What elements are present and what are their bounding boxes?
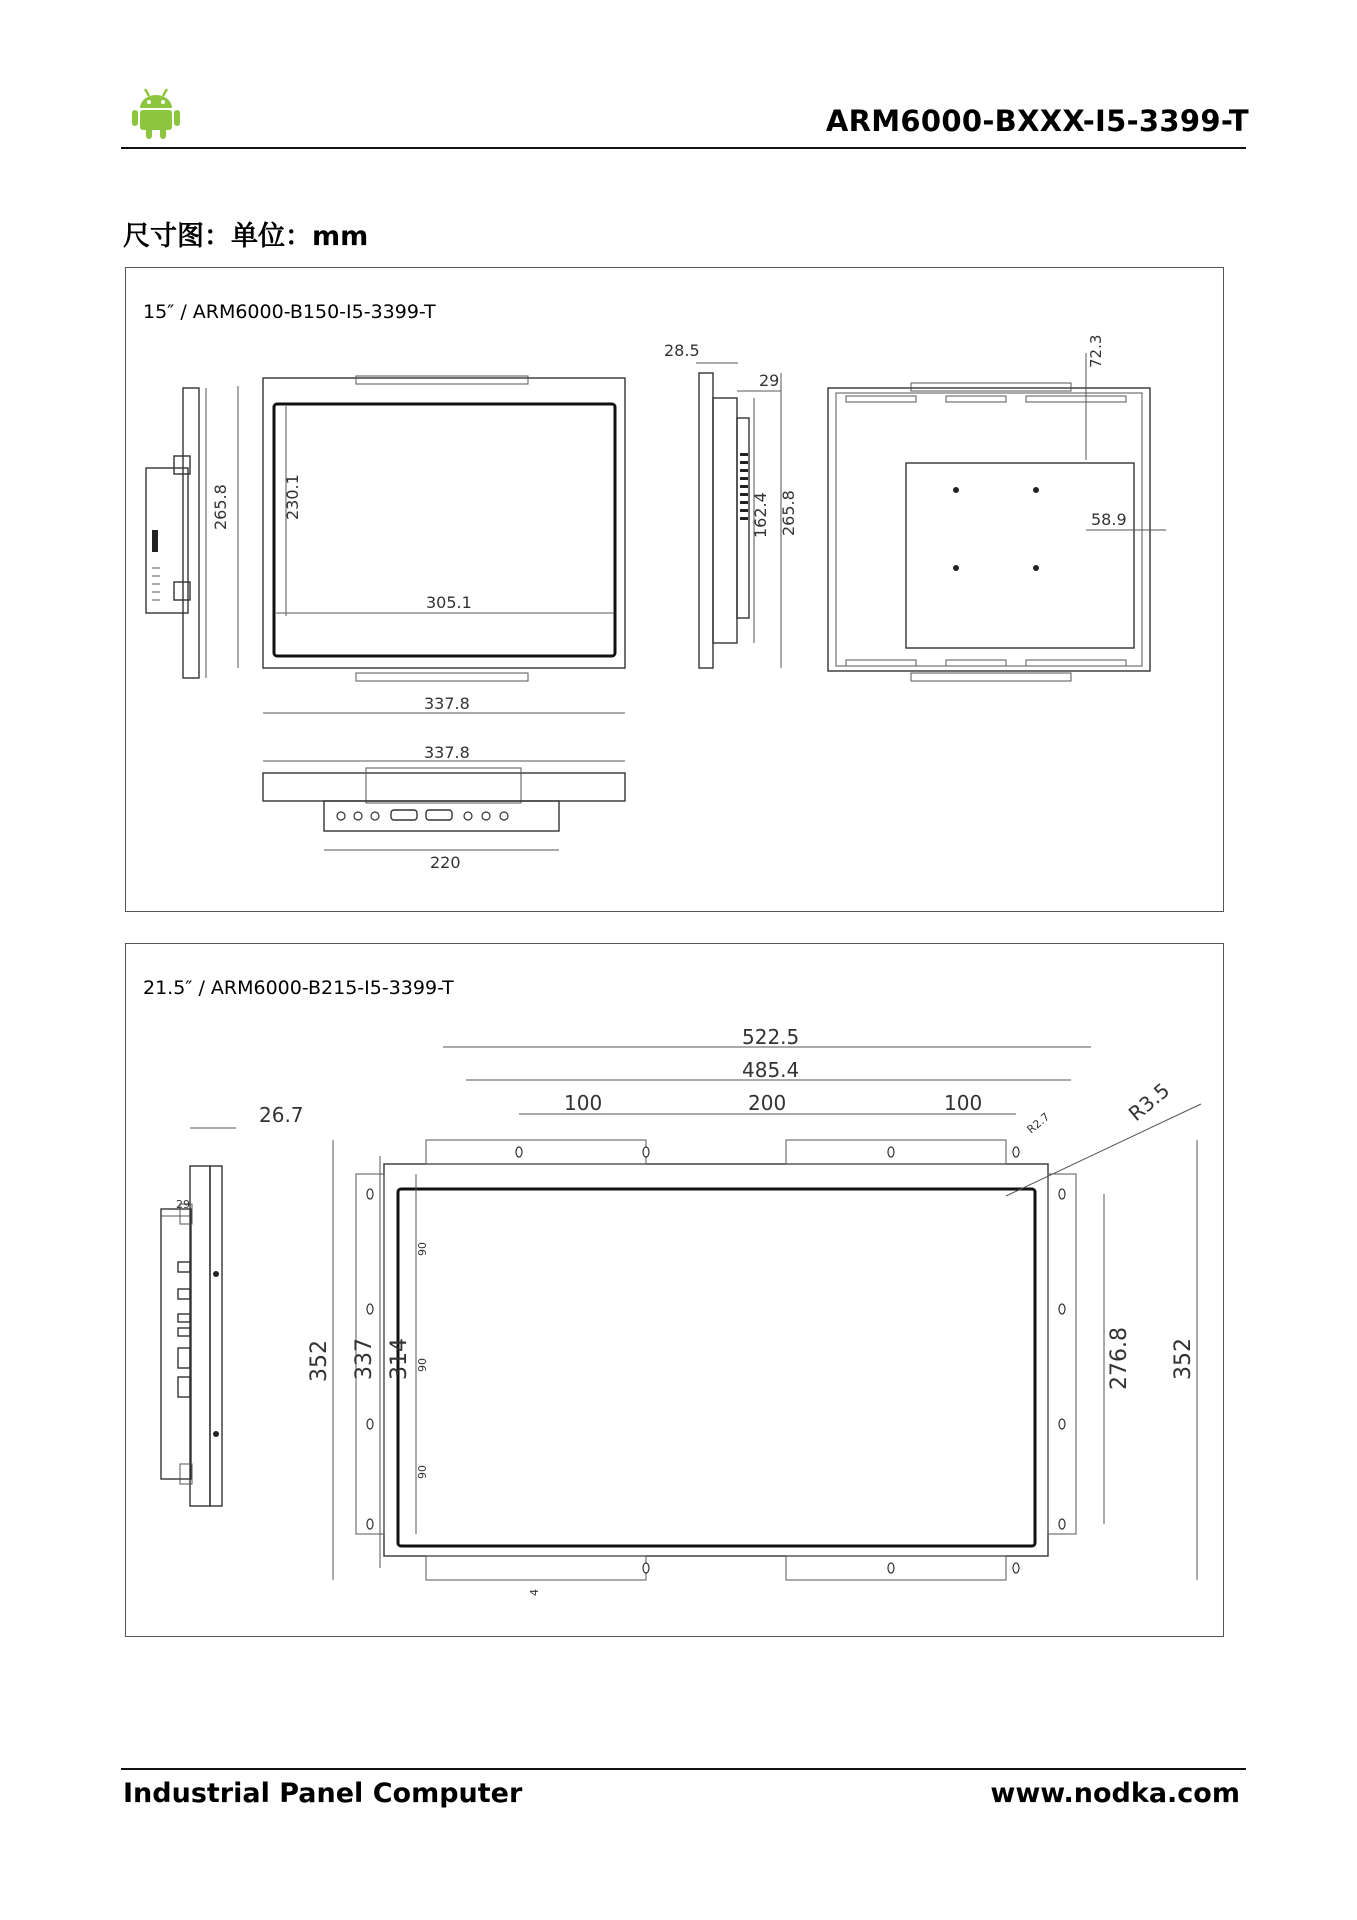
dim-26-7: 26.7 [259,1103,304,1127]
footer-website: www.nodka.com [990,1778,1240,1809]
drawing-panel-15 [125,267,1224,912]
bottom-view-15 [263,761,625,850]
section-title: 尺寸图：单位：mm [123,221,369,252]
dim-28-5: 28.5 [664,341,700,360]
dim-220: 220 [430,853,461,872]
dim-265-8-side: 265.8 [779,490,798,536]
dim-337-8-bottom: 337.8 [424,743,470,762]
footer-divider [121,1768,1246,1770]
dim-r3-5: R3.5 [1123,1078,1175,1126]
dim-352-left: 352 [307,1340,332,1382]
dim-337-8-front: 337.8 [424,694,470,713]
dim-305-1: 305.1 [426,593,472,612]
panel-label-21-5: 21.5″ / ARM6000-B215-I5-3399-T [143,977,454,999]
side-view-left-15 [146,388,206,678]
front-view-15 [238,376,625,713]
dim-58-9: 58.9 [1091,510,1127,529]
dim-100-b: 100 [944,1091,983,1115]
dim-265-8-left: 265.8 [211,484,230,530]
dim-72-3: 72.3 [1087,334,1105,368]
drawing-21-5 [126,944,1223,1636]
header-model-title: ARM6000-BXXX-I5-3399-T [825,104,1249,138]
drawing-panel-21-5 [125,943,1224,1637]
front-view-21-5 [333,1047,1201,1580]
dim-200: 200 [748,1091,787,1115]
side-view-21-5 [161,1128,236,1506]
dim-485-4: 485.4 [742,1058,800,1082]
dim-29: 29 [759,371,780,390]
dim-r2-7: R2.7 [1024,1110,1053,1137]
dim-352-right: 352 [1171,1338,1196,1380]
header-divider [121,147,1246,149]
android-logo-icon [132,86,180,140]
dim-314: 314 [387,1338,412,1380]
dim-29: 29 [176,1198,190,1211]
dim-230-1: 230.1 [283,474,302,520]
drawing-15 [126,268,1223,911]
footer-product-line: Industrial Panel Computer [123,1778,523,1809]
panel-label-15: 15″ / ARM6000-B150-I5-3399-T [143,301,436,323]
dim-522-5: 522.5 [742,1025,800,1049]
dim-90-b: 90 [416,1358,429,1372]
dim-4: 4 [528,1589,541,1596]
dim-100-a: 100 [564,1091,603,1115]
dim-90-a: 90 [416,1242,429,1256]
dim-337: 337 [352,1338,377,1380]
dim-276-8: 276.8 [1107,1327,1132,1390]
dim-162-4: 162.4 [751,492,770,538]
dim-90-c: 90 [416,1465,429,1479]
